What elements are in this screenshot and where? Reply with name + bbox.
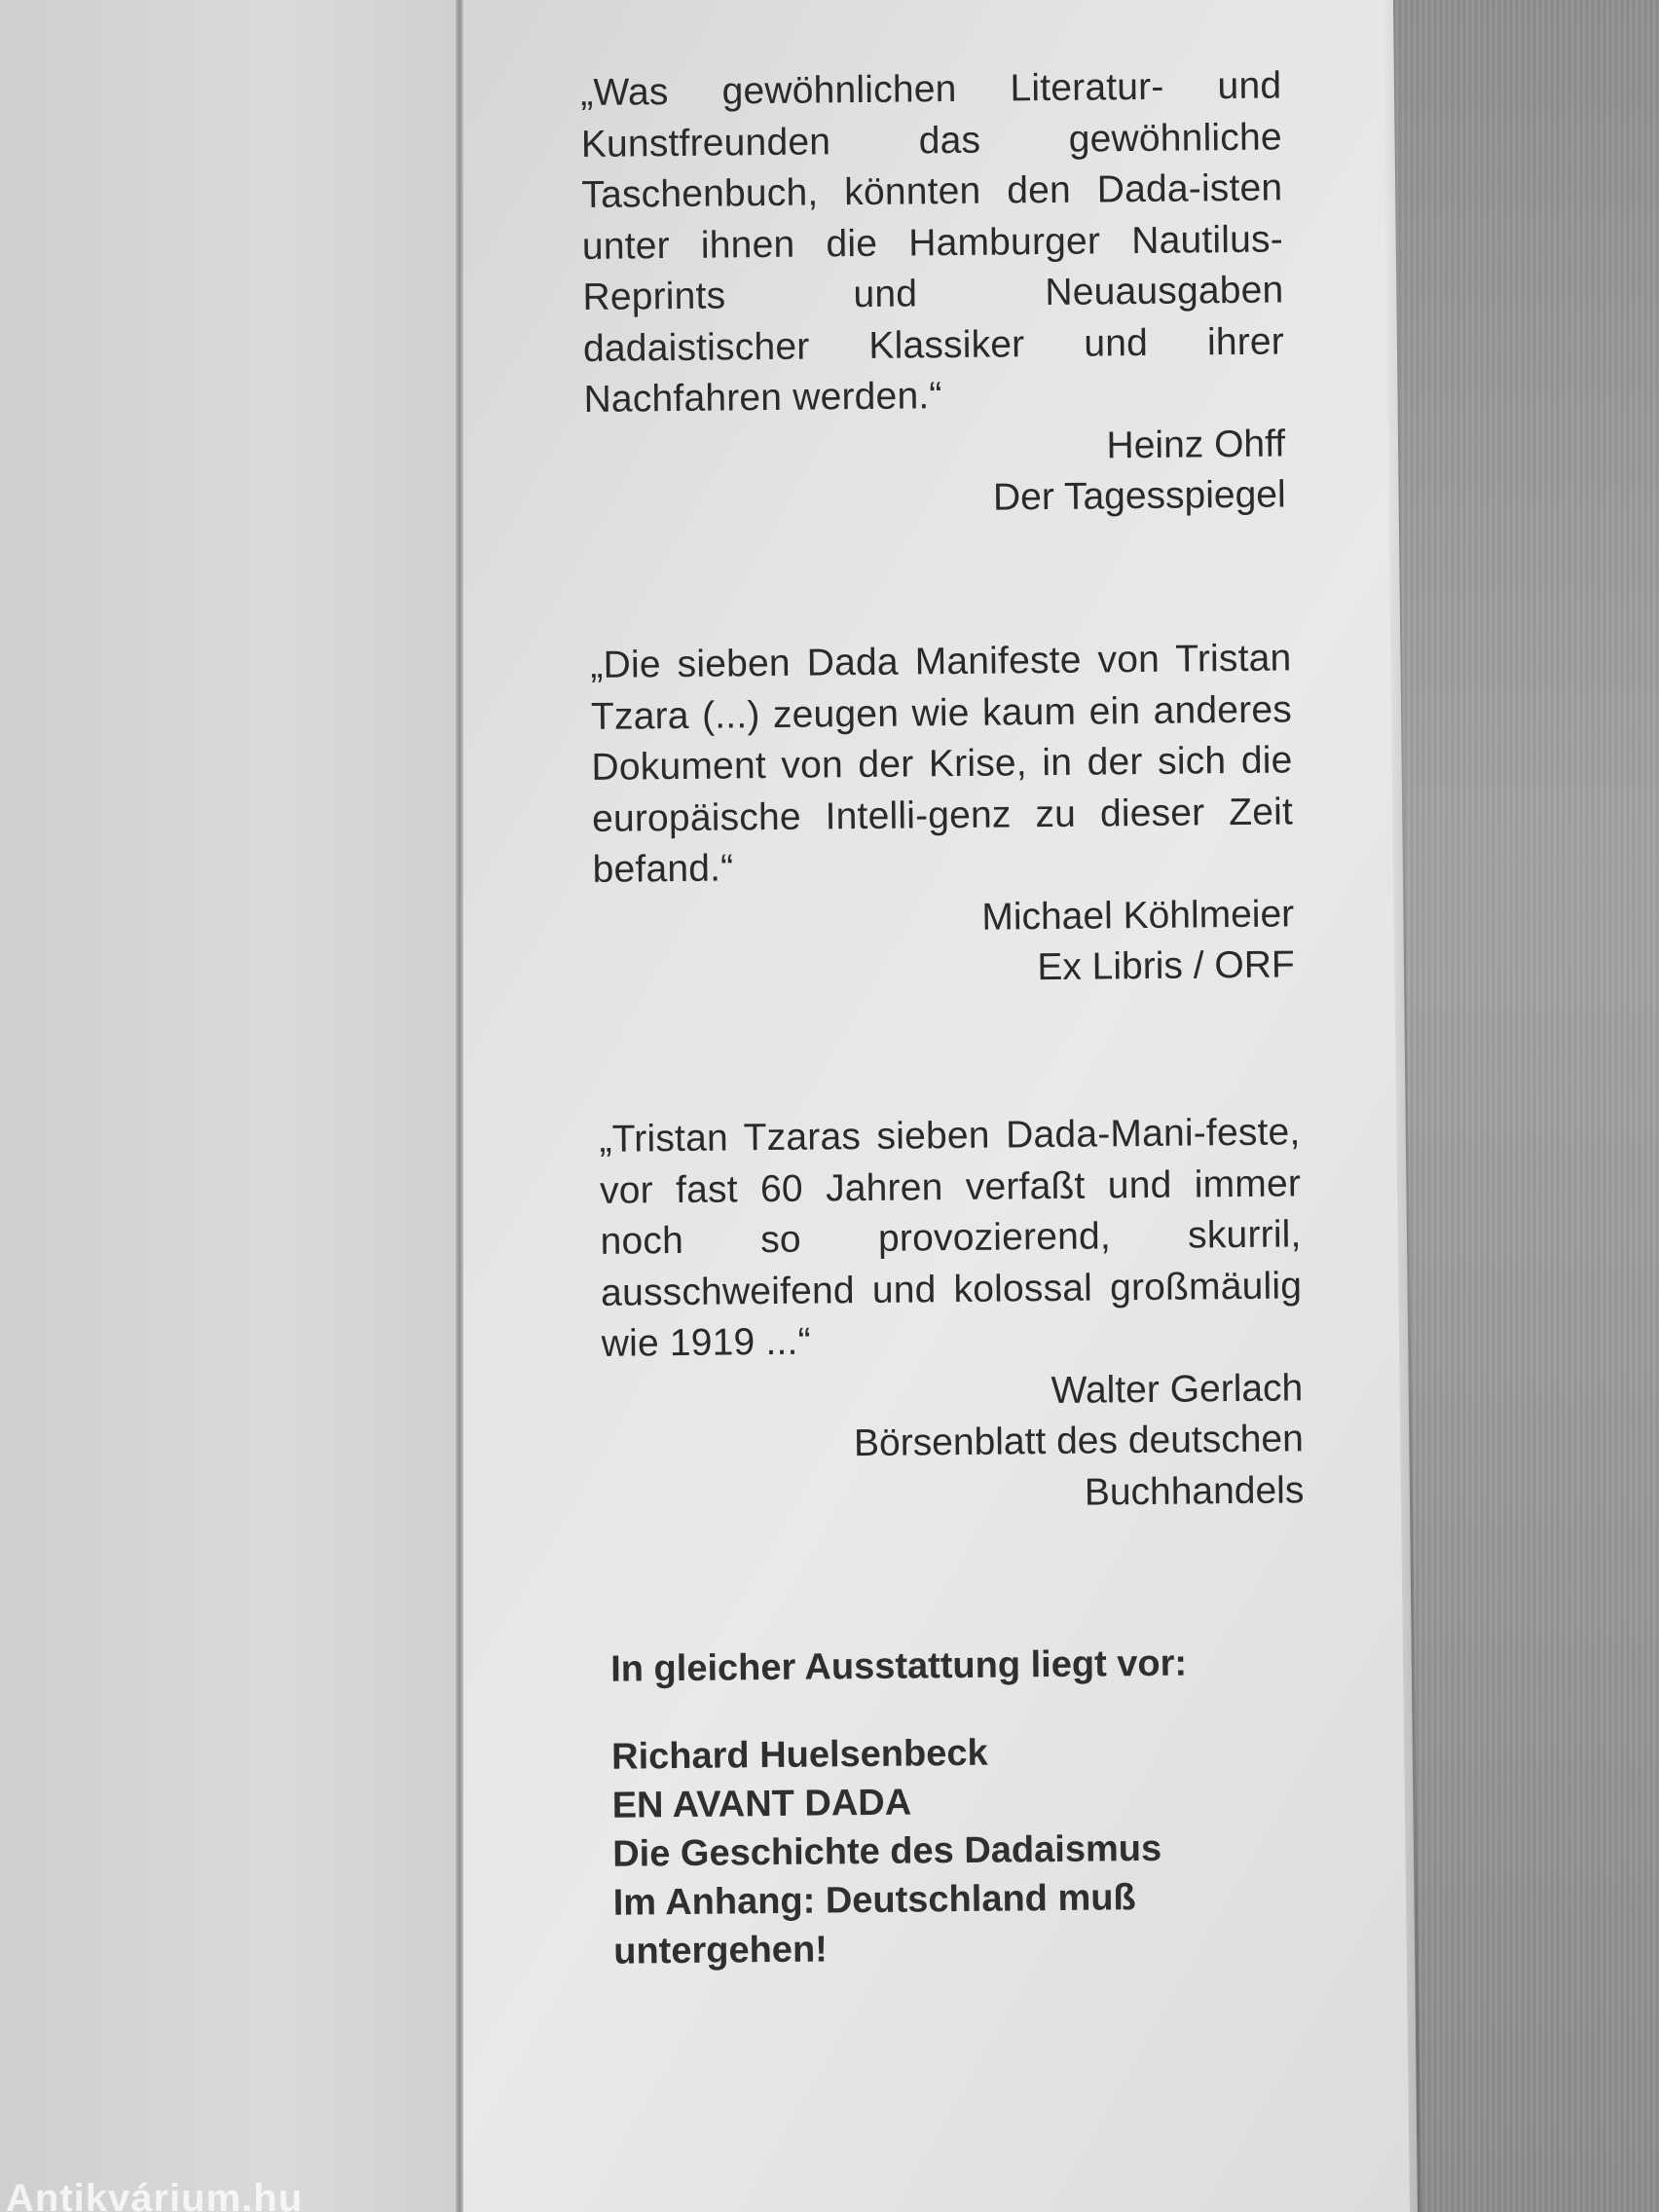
- also-subtitle: Die Geschichte des Dadaismus: [611, 1827, 1162, 1875]
- left-flap-page: [0, 0, 461, 2212]
- watermark-text: Antikvárium.hu: [6, 2177, 304, 2212]
- also-appendix: Im Anhang: Deutschland muß: [612, 1877, 1136, 1924]
- page-fold: [456, 0, 463, 2212]
- also-author: Richard Huelsenbeck: [610, 1732, 988, 1778]
- quote-block-3: [599, 1107, 1304, 1524]
- quote-author: Walter Gerlach: [1051, 1366, 1304, 1412]
- also-available-block: [610, 1638, 1335, 1976]
- quote-block-2: [590, 633, 1295, 998]
- quote-text: „Was gewöhnlichen Literatur- und Kunstfreunden das gewöhnliche Taschenbuch, könnten den Dada-isten unter ihnen die Hamburger Nautilus-Reprints und Neuausgaben dadaistischer Klassiker und ihrer Nachfahren werden.“: [580, 64, 1285, 421]
- quote-author: Michael Köhlmeier: [981, 892, 1295, 939]
- quote-source: Börsenblatt des deutschen: [853, 1418, 1305, 1465]
- quote-author: Heinz Ohff: [1106, 422, 1286, 466]
- quote-source: Ex Libris / ORF: [1037, 943, 1295, 989]
- also-title: EN AVANT DADA: [611, 1782, 912, 1826]
- quote-source-continued: Buchhandels: [1084, 1468, 1305, 1514]
- quote-text: „Tristan Tzaras sieben Dada-Mani-feste, vor fast 60 Jahren verfaßt und immer noch so provozierend, skurril, ausschweifend und kolossal großmäulig wie 1919 ...“: [599, 1111, 1303, 1365]
- quote-source: Der Tagesspiegel: [992, 473, 1286, 519]
- quote-text: „Die sieben Dada Manifeste von Tristan Tzara (...) zeugen wie kaum ein anderes Dokument von der Krise, in der sich die europäische Intelli-genz zu dieser Zeit befand.“: [590, 637, 1294, 891]
- quote-block-1: [580, 60, 1286, 528]
- also-appendix-continued: untergehen!: [613, 1929, 829, 1972]
- also-available-heading: In gleicher Ausstattung liegt vor:: [610, 1642, 1188, 1690]
